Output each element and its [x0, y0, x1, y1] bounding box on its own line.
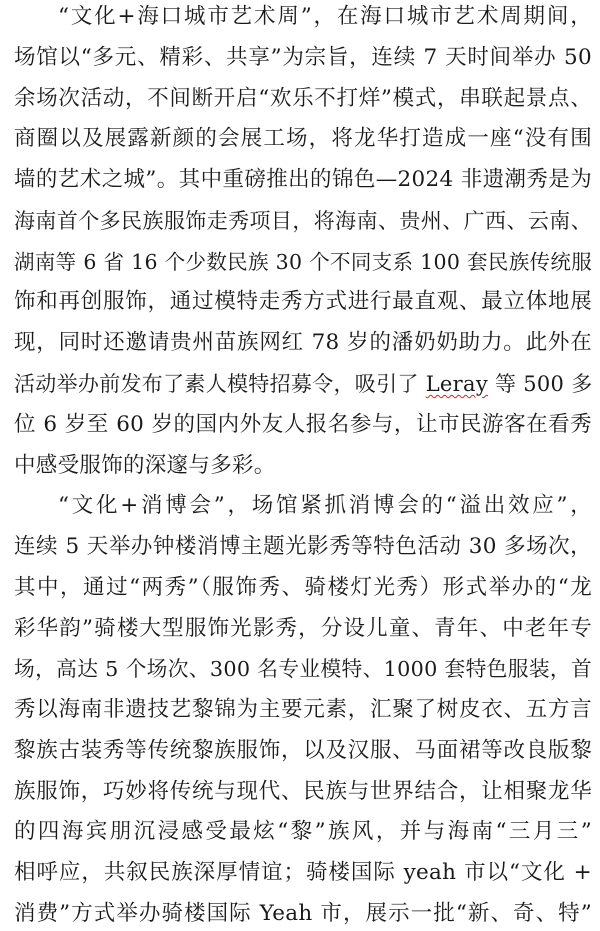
paragraph1-line-4: 商圈以及展露新颜的会展工场，将龙华打造成一座“没有围 — [14, 126, 592, 151]
paragraph2-line-7: 黎族古装秀等传统黎族服饰，以及汉服、马面裙等改良版黎 — [14, 738, 592, 763]
paragraph1-line-1: “文化+海口城市艺术周”，在海口城市艺术周期间， — [58, 4, 592, 29]
paragraph2-line-1: “文化+消博会”，场馆紧抓消博会的“溢出效应”， — [58, 493, 592, 518]
paragraph2-line-9: 的四海宾朋沉浸感受最炫“黎”族风，并与海南“三月三” — [14, 819, 592, 844]
paragraph2-line-5: 场，高达 5 个场次、300 名专业模特、1000 套特色服装，首 — [14, 657, 592, 681]
paragraph2-line-3: 其中，通过“两秀”（服饰秀、骑楼灯光秀）形式举办的“龙 — [14, 575, 592, 600]
paragraph2-line-10: 相呼应，共叙民族深厚情谊；骑楼国际 yeah 市以“文化 + — [14, 860, 592, 885]
spellcheck-marked-word: Leray — [425, 372, 488, 396]
paragraph1-line-8: 饰和再创服饰，通过模特走秀方式进行最直观、最立体地展 — [14, 289, 592, 314]
paragraph2-line-6: 秀以海南非遗技艺黎锦为主要元素，汇聚了树皮衣、五方言 — [14, 697, 592, 722]
paragraph1-line-7: 湖南等 6 省 16 个少数民族 30 个不同支系 100 套民族传统服 — [14, 250, 592, 274]
paragraph1-line-11: 位 6 岁至 60 岁的国内外友人报名参与，让市民游客在看秀 — [14, 412, 592, 437]
paragraph2-line-11: 消费”方式举办骑楼国际 Yeah 市，展示一批“新、奇、特” — [14, 901, 592, 926]
paragraph1-line-6: 海南首个多民族服饰走秀项目，将海南、贵州、广西、云南、 — [14, 209, 592, 233]
paragraph1-line-9: 现，同时还邀请贵州苗族网红 78 岁的潘奶奶助力。此外在 — [14, 330, 592, 355]
paragraph2-line-8: 族服饰，巧妙将传统与现代、民族与世界结合，让相聚龙华 — [14, 779, 592, 804]
paragraph1-line-12: 中感受服饰的深邃与多彩。 — [14, 453, 276, 478]
paragraph1-line-2: 场馆以“多元、精彩、共享”为宗旨，连续 7 天时间举办 50 — [14, 45, 592, 70]
paragraph1-line-10-tail: 等 500 多 — [487, 372, 593, 396]
paragraph1-line-3: 余场次活动，不间断开启“欢乐不打烊”模式，串联起景点、 — [14, 86, 592, 111]
paragraph2-line-4: 彩华韵”骑楼大型服饰光影秀，分设儿童、青年、中老年专 — [14, 616, 592, 641]
paragraph2-line-2: 连续 5 天举办钟楼消博主题光影秀等特色活动 30 多场次， — [14, 534, 592, 559]
paragraph1-line-10 — [14, 369, 592, 399]
paragraph1-line-5: 墙的艺术之城”。其中重磅推出的锦色—2024 非遗潮秀是为 — [14, 167, 592, 192]
paragraph1-line-10-head: 活动举办前发布了素人模特招募令，吸引了 — [14, 372, 426, 396]
